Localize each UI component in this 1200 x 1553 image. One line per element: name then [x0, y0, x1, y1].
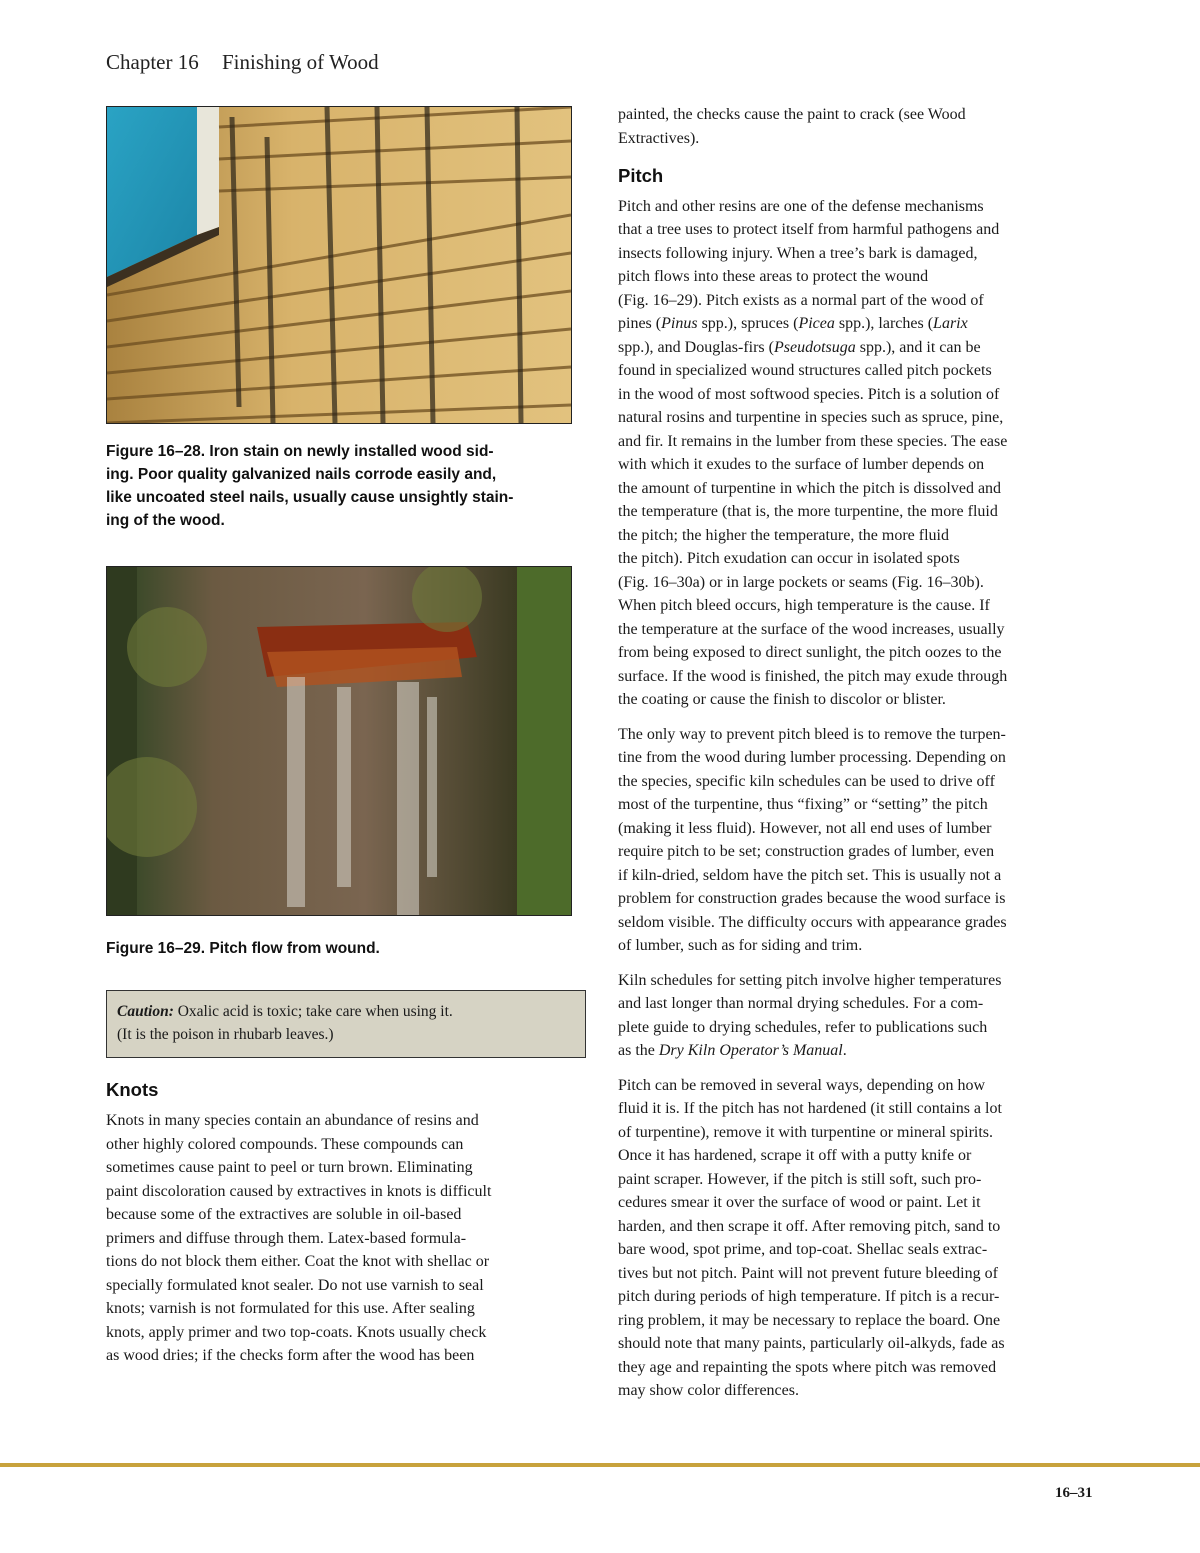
caution-box	[106, 990, 586, 1058]
text-line: the pitch). Pitch exudation can occur in isolated spots	[618, 550, 960, 567]
text-run: as the	[618, 1042, 659, 1059]
text-line: primers and diffuse through them. Latex-based formula-	[106, 1229, 467, 1247]
pitch-heading: Pitch	[618, 165, 664, 186]
text-line: pitch during periods of high temperature. If pitch is a recur-	[618, 1288, 1000, 1305]
chapter-number: Chapter 16	[106, 50, 199, 74]
text-line: Extractives).	[618, 129, 700, 147]
text-line: Kiln schedules for setting pitch involve higher temperatures	[618, 971, 1002, 989]
caution-text: (It is the poison in rhubarb leaves.)	[117, 1026, 334, 1043]
text-line: When pitch bleed occurs, high temperature is the cause. If	[618, 597, 990, 614]
caption-line: Figure 16–29. Pitch flow from wound.	[106, 940, 380, 957]
text-line: natural rosins and turpentine in species such as spruce, pine,	[618, 409, 1004, 426]
figure-16-29-caption	[106, 937, 576, 960]
text-line: in the wood of most softwood species. Pitch is a solution of	[618, 385, 1000, 403]
text-line: knots; varnish is not formulated for this use. After sealing	[106, 1300, 475, 1317]
text-line: of turpentine), remove it with turpentine or mineral spirits.	[618, 1123, 994, 1141]
text-line: may show color differences.	[618, 1382, 799, 1399]
text-line: as wood dries; if the checks form after the wood has been	[106, 1347, 475, 1364]
genus-name: Larix	[933, 315, 968, 332]
genus-name: Pseudotsuga	[773, 338, 856, 356]
text-line: fluid it is. If the pitch has not hardened (it still contains a lot	[618, 1100, 1002, 1117]
footer-rule	[0, 1463, 1200, 1467]
text-line: because some of the extractives are soluble in oil-based	[106, 1206, 462, 1223]
text-line: and fir. It remains in the lumber from these species. The ease	[618, 432, 1008, 450]
text-line: surface. If the wood is finished, the pitch may exude through	[618, 667, 1008, 685]
right-column	[618, 103, 1098, 1403]
text-line: paint scraper. However, if the pitch is still soft, such pro-	[618, 1170, 982, 1188]
text-line: sometimes cause paint to peel or turn brown. Eliminating	[106, 1159, 473, 1176]
text-line: and last longer than normal drying schedules. For a com-	[618, 995, 984, 1012]
caption-line: like uncoated steel nails, usually cause unsightly stain-	[106, 489, 514, 506]
text-run: .	[842, 1042, 847, 1059]
text-line: of lumber, such as for siding and trim.	[618, 937, 863, 954]
figure-16-28-caption	[106, 440, 576, 532]
caption-line: Figure 16–28. Iron stain on newly installed wood sid-	[106, 443, 494, 460]
figure-wood-siding-photo	[106, 106, 572, 424]
text-line: other highly colored compounds. These compounds can	[106, 1135, 464, 1153]
book-title: Dry Kiln Operator’s Manual	[658, 1042, 843, 1059]
text-line: tions do not block them either. Coat the knot with shellac or	[106, 1253, 490, 1270]
text-run: spp.), spruces (	[697, 315, 799, 332]
text-line: require pitch to be set; construction grades of lumber, even	[618, 843, 995, 860]
text-line: the temperature (that is, the more turpentine, the more fluid	[618, 503, 998, 520]
siding-image	[107, 107, 571, 423]
knots-heading: Knots	[106, 1079, 159, 1100]
pitch-paragraph-3	[618, 969, 1098, 1063]
pitch-paragraph-2	[618, 723, 1098, 958]
text-line: that a tree uses to protect itself from harmful pathogens and	[618, 221, 1000, 238]
running-header	[106, 50, 379, 75]
tree-wound-image	[107, 567, 571, 915]
text-line: pitch flows into these areas to protect the wound	[618, 268, 929, 285]
text-line: Once it has hardened, scrape it off with a putty knife or	[618, 1147, 972, 1164]
text-line: should note that many paints, particularly oil-alkyds, fade as	[618, 1335, 1005, 1352]
pitch-paragraph-4	[618, 1074, 1098, 1403]
text-line: insects following injury. When a tree’s bark is damaged,	[618, 244, 978, 262]
text-line: the amount of turpentine in which the pitch is dissolved and	[618, 479, 1002, 497]
text-line: (Fig. 16–30a) or in large pockets or seams (Fig. 16–30b).	[618, 573, 984, 591]
text-line: plete guide to drying schedules, refer to publications such	[618, 1018, 988, 1036]
text-line: Pitch and other resins are one of the defense mechanisms	[618, 197, 984, 215]
knots-body	[106, 1109, 576, 1368]
continued-paragraph	[618, 103, 1098, 150]
caution-label: Caution:	[117, 1003, 174, 1020]
caption-line: ing of the wood.	[106, 512, 225, 529]
text-line: the coating or cause the finish to discolor or blister.	[618, 691, 946, 708]
text-line: with which it exudes to the surface of lumber depends on	[618, 456, 985, 473]
text-line: most of the turpentine, thus “fixing” or “setting” the pitch	[618, 796, 988, 813]
text-line: bare wood, spot prime, and top-coat. Shellac seals extrac-	[618, 1241, 988, 1258]
text-line: problem for construction grades because the wood surface is	[618, 890, 1006, 907]
text-line: tine from the wood during lumber processing. Depending on	[618, 749, 1006, 766]
text-line: Pitch can be removed in several ways, depending on how	[618, 1076, 986, 1094]
chapter-title: Finishing of Wood	[221, 50, 379, 74]
text-line: knots, apply primer and two top-coats. Knots usually check	[106, 1323, 487, 1341]
caption-line: ing. Poor quality galvanized nails corrode easily and,	[106, 466, 497, 483]
text-line: ring problem, it may be necessary to replace the board. One	[618, 1311, 1001, 1329]
text-line: the temperature at the surface of the wood increases, usually	[618, 620, 1005, 638]
text-line: if kiln-dried, seldom have the pitch set. This is usually not a	[618, 866, 1002, 884]
text-line: seldom visible. The difficulty occurs with appearance grades	[618, 913, 1007, 931]
text-line	[618, 312, 1098, 336]
figure-pitch-flow-photo	[106, 566, 572, 916]
text-run: spp.), and it can be	[855, 338, 981, 356]
text-run: spp.), and Douglas-firs (	[618, 338, 774, 356]
text-line: (Fig. 16–29). Pitch exists as a normal part of the wood of	[618, 291, 984, 309]
text-run: pines (	[618, 315, 662, 332]
text-line: harden, and then scrape it off. After removing pitch, sand to	[618, 1217, 1001, 1235]
text-run: spp.), larches (	[834, 315, 934, 332]
text-line	[618, 336, 1098, 360]
text-line: from being exposed to direct sunlight, the pitch oozes to the	[618, 644, 1002, 661]
text-line: cedures smear it over the surface of wood or paint. Let it	[618, 1194, 981, 1211]
text-line: the species, specific kiln schedules can be used to drive off	[618, 772, 995, 790]
caution-text: Oxalic acid is toxic; take care when using it.	[173, 1003, 453, 1020]
text-line: (making it less fluid). However, not all end uses of lumber	[618, 819, 992, 837]
text-line: painted, the checks cause the paint to crack (see Wood	[618, 106, 966, 123]
page-number: 16–31	[1055, 1485, 1093, 1501]
text-line: specially formulated knot sealer. Do not use varnish to seal	[106, 1276, 484, 1294]
text-line: Knots in many species contain an abundance of resins and	[106, 1112, 479, 1129]
text-line: tives but not pitch. Paint will not prevent future bleeding of	[618, 1264, 998, 1282]
text-line: The only way to prevent pitch bleed is to remove the turpen-	[618, 725, 1006, 743]
text-line: paint discoloration caused by extractives in knots is difficult	[106, 1182, 492, 1200]
text-line	[618, 1039, 1098, 1063]
pitch-paragraph-1	[618, 195, 1098, 712]
text-line: the pitch; the higher the temperature, the more fluid	[618, 526, 949, 544]
text-line: they age and repainting the spots where pitch was removed	[618, 1358, 997, 1376]
text-line: found in specialized wound structures called pitch pockets	[618, 362, 992, 379]
genus-name: Pinus	[661, 315, 698, 332]
genus-name: Picea	[798, 315, 835, 332]
